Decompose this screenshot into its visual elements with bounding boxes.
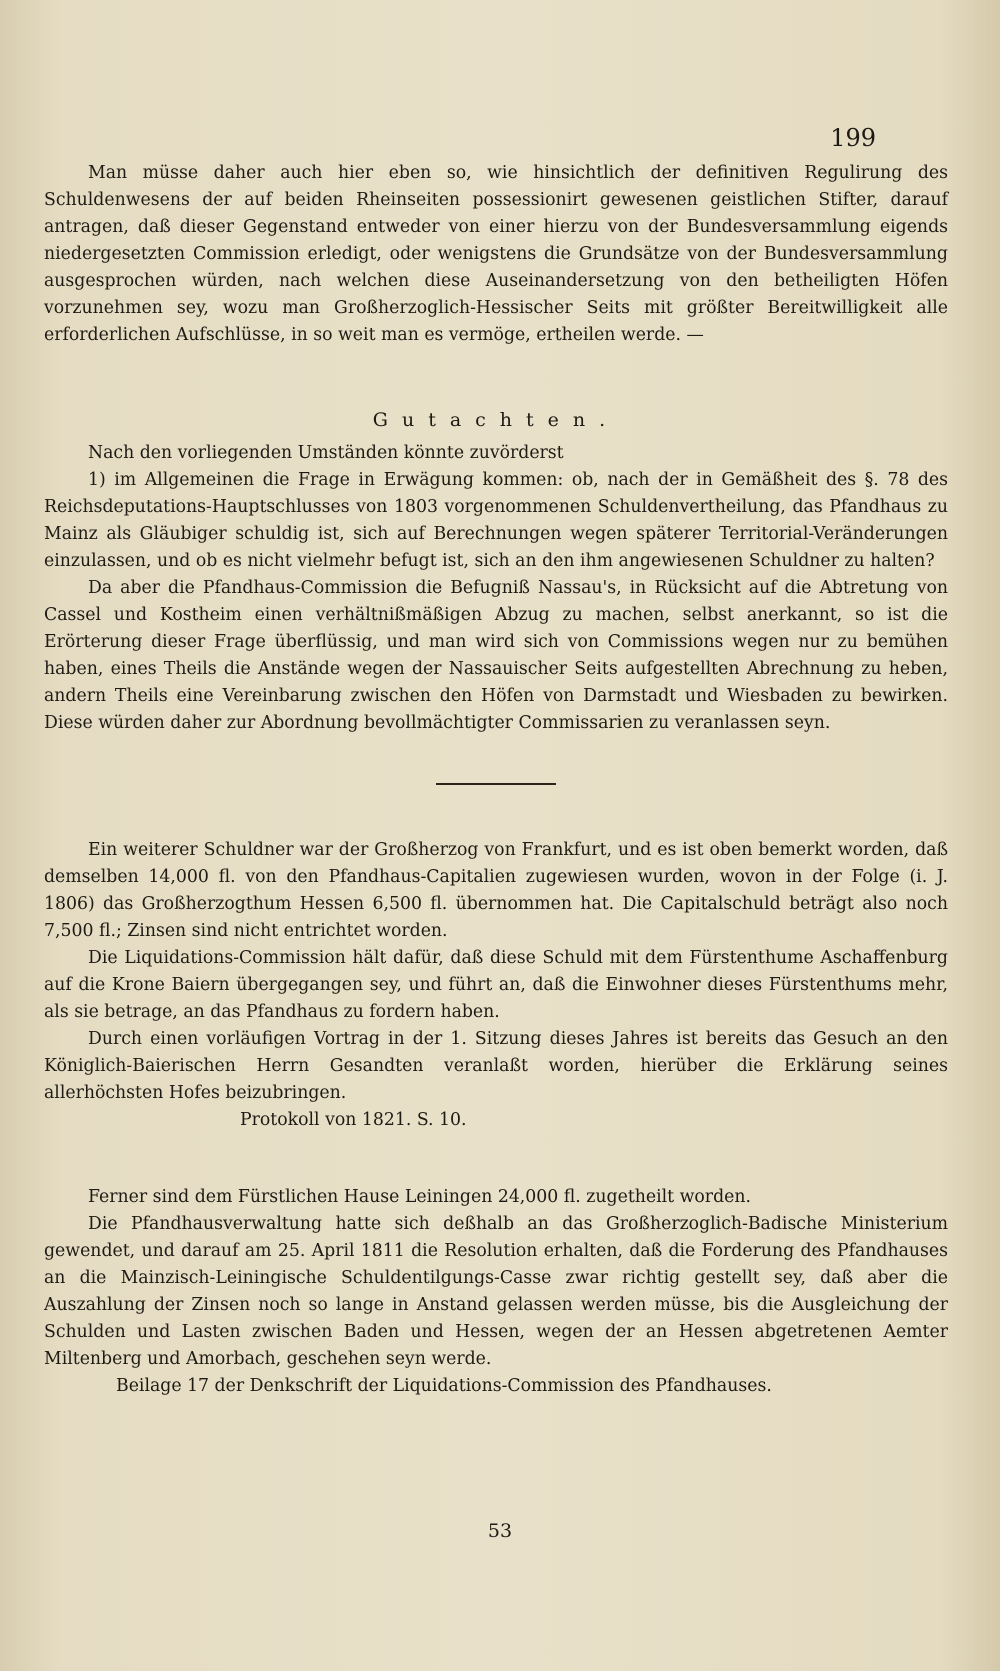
protocol-reference: Protokoll von 1821. S. 10. — [240, 1110, 467, 1130]
section-divider — [436, 783, 556, 785]
paragraph-resolution: Die Pfandhausverwaltung hatte sich deßhalb an das Großherzoglich-Badische Ministerium gewendet, und darauf am 25. April 1811 die Resolution erhalten, daß die Forderung des Pfandhauses an die Mainzisch-Leiningische Schuldentilgungs-Casse zwar richtig gestellt sey, daß aber die Auszahlung der Zinsen noch so lange in Anstand gelassen werden müsse, bis die Ausgleichung der Schulden und Lasten zwischen Baden und Hessen, wegen der an Hessen abgetretenen Aemter Miltenberg und Amorbach, geschehen seyn werde. — [44, 1214, 948, 1369]
paragraph-motion: Man müsse daher auch hier eben so, wie hinsichtlich der definitiven Regulirung des Schuldenwesens der auf beiden Rheinseiten possessionirt gewesenen geistlichen Stifter, darauf antragen, daß dieser Gegenstand entweder von einer hierzu von der Bundesversammlung eigends niedergesetzten Commission erledigt, oder wenigstens die Grundsätze von der Bundesversammlung ausgesprochen würden, nach welchen diese Auseinandersetzung von den betheiligten Höfen vorzunehmen sey, wozu man Großherzoglich-Hessischer Seits mit größter Bereitwilligkeit alle erforderlichen Aufschlüsse, in so weit man es vermöge, ertheilen werde. — — [44, 163, 948, 345]
appendix-reference: Beilage 17 der Denkschrift der Liquidations-Commission des Pfandhauses. — [116, 1376, 772, 1396]
page-number: 199 — [830, 124, 876, 152]
paragraph-commission: Da aber die Pfandhaus-Commission die Befugniß Nassau's, in Rücksicht auf die Abtretung von Cassel und Kostheim einen verhältnißmäßigen Abzug zu machen, selbst anerkannt, so ist die Erörterung dieser Frage überflüssig, und man wird sich von Commissions wegen nur zu bemühen haben, eines Theils die Anstände wegen der Nassauischer Seits aufgestellten Abrechnung zu heben, andern Theils eine Vereinbarung zwischen den Höfen von Darmstadt und Wiesbaden zu bewirken. Diese würden daher zur Abordnung bevollmächtigter Commissarien zu veranlassen seyn. — [44, 578, 948, 733]
section-heading: Gutachten. — [372, 409, 620, 431]
paragraph-leiningen: Ferner sind dem Fürstlichen Hause Leiningen 24,000 fl. zugetheilt worden. — [88, 1187, 751, 1207]
page-body — [44, 160, 948, 1400]
paragraph-question-1: 1) im Allgemeinen die Frage in Erwägung kommen: ob, nach der in Gemäßheit des §. 78 des Reichsdeputations-Hauptschlusses von 1803 vorgenommenen Schuldenvertheilung, das Pfandhaus zu Mainz als Gläubiger schuldig ist, sich auf Berechnungen wegen späterer Territorial-Veränderungen einzulassen, und ob es nicht vielmehr befugt ist, sich an den ihm angewiesenen Schuldner zu halten? — [44, 470, 948, 571]
paragraph-liquidation: Die Liquidations-Commission hält dafür, daß diese Schuld mit dem Fürstenthume Aschaffenburg auf die Krone Baiern übergegangen sey, und führt an, daß die Einwohner dieses Fürstenthums mehr, als sie betrage, an das Pfandhaus zu fordern haben. — [44, 948, 948, 1022]
paragraph-frankfurt-debt: Ein weiterer Schuldner war der Großherzog von Frankfurt, und es ist oben bemerkt worden, daß demselben 14,000 fl. von den Pfandhaus-Capitalien zugewiesen wurden, wovon in der Folge (i. J. 1806) das Großherzogthum Hessen 6,500 fl. übernommen hat. Die Capitalschuld beträgt also noch 7,500 fl.; Zinsen sind nicht entrichtet worden. — [44, 840, 948, 941]
paragraph-request: Durch einen vorläufigen Vortrag in der 1. Sitzung dieses Jahres ist bereits das Gesuch an den Königlich-Baierischen Herrn Gesandten veranlaßt worden, hierüber die Erklärung seines allerhöchsten Hofes beizubringen. — [44, 1029, 948, 1103]
signature-mark: 53 — [487, 1520, 513, 1542]
paragraph-intro: Nach den vorliegenden Umständen könnte zuvörderst — [88, 443, 564, 463]
